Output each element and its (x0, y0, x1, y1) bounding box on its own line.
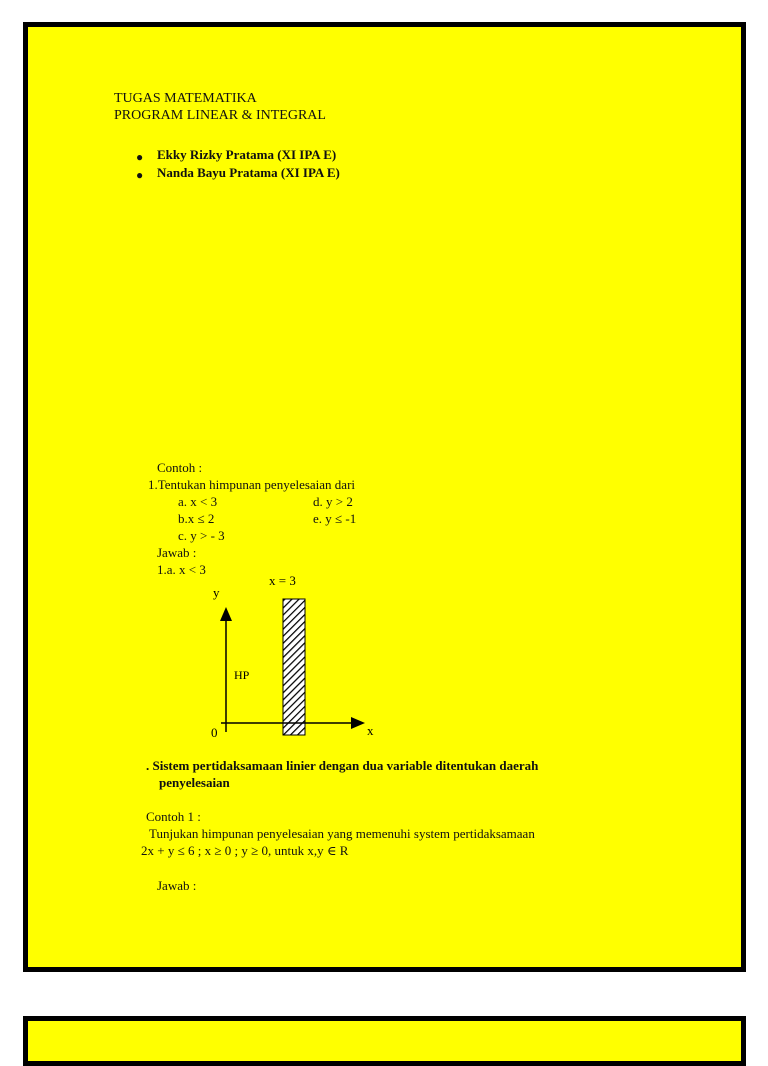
bullet-icon: ● (136, 168, 144, 182)
doc-title-line1: TUGAS MATEMATIKA (114, 91, 257, 106)
item-c: c. y > - 3 (178, 528, 225, 543)
item-e: e. y ≤ -1 (313, 511, 357, 526)
author-item: Nanda Bayu Pratama (XI IPA E) (157, 165, 340, 180)
section2-heading-cont: penyelesaian (159, 775, 230, 790)
bullet-icon: ● (136, 150, 144, 164)
inequality-graph (203, 567, 383, 742)
x-axis-arrow-icon (351, 717, 365, 729)
jawab-label: Jawab : (157, 545, 197, 560)
example-label: Contoh : (157, 460, 203, 475)
hatched-region (283, 599, 305, 735)
origin-label: 0 (211, 725, 218, 740)
item-d: d. y > 2 (313, 494, 353, 509)
document-page (23, 22, 746, 972)
item-b: b.x ≤ 2 (178, 511, 215, 526)
y-axis-label: y (213, 585, 220, 600)
section2-problem: Tunjukan himpunan penyelesaian yang memenuhi system pertidaksamaan (149, 826, 535, 841)
section2-jawab-label: Jawab : (157, 878, 197, 893)
section2-example-label: Contoh 1 : (146, 809, 201, 824)
answer-1a: 1.a. x < 3 (157, 562, 206, 577)
author-item: Ekky Rizky Pratama (XI IPA E) (157, 147, 337, 162)
section2-heading: . Sistem pertidaksamaan linier dengan dua variable ditentukan daerah (146, 758, 539, 773)
y-axis-arrow-icon (220, 607, 232, 621)
x-axis-label: x (367, 723, 374, 738)
example-question: 1.Tentukan himpunan penyelesaian dari (148, 477, 356, 492)
item-a: a. x < 3 (178, 494, 218, 509)
doc-title-line2: PROGRAM LINEAR & INTEGRAL (114, 108, 326, 123)
line-label: x = 3 (269, 573, 296, 588)
region-label: HP (234, 668, 250, 682)
section2-inequalities: 2x + y ≤ 6 ; x ≥ 0 ; y ≥ 0, untuk x,y ∈ R (141, 843, 349, 858)
